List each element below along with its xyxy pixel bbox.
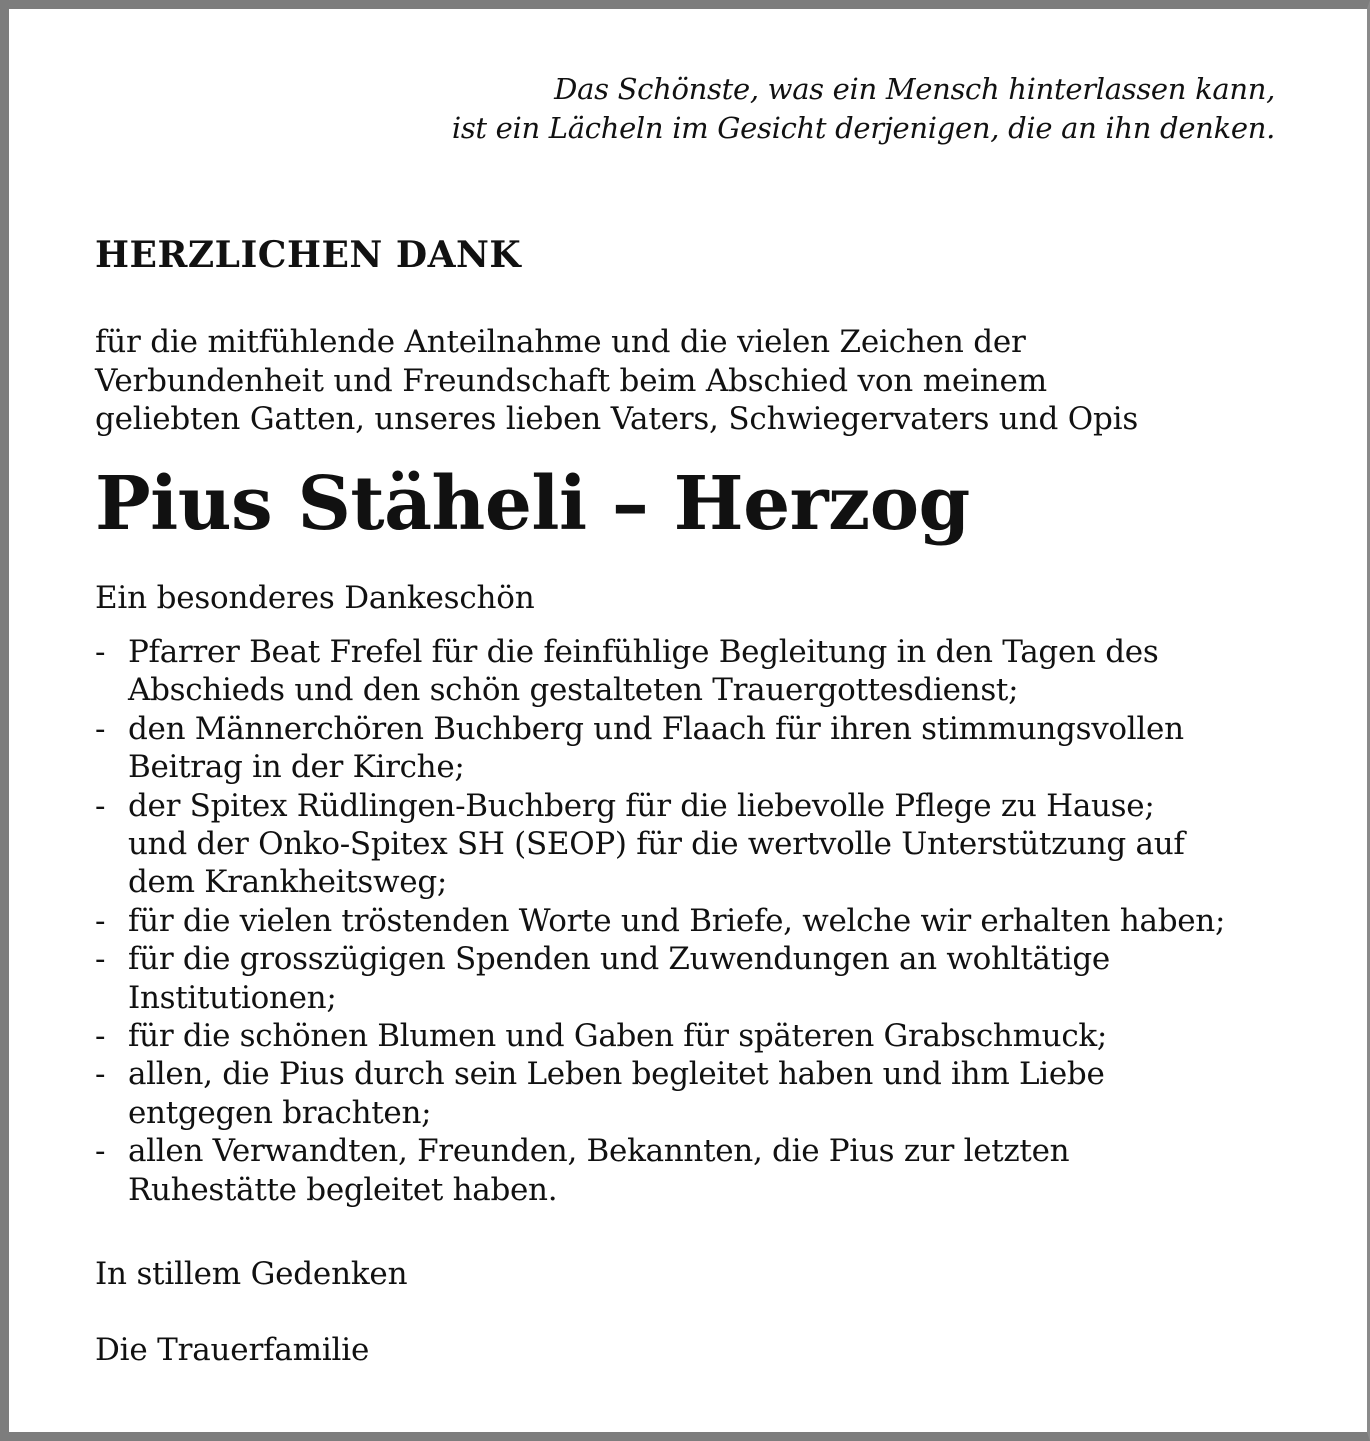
thanks-item-line: allen, die Pius durch sein Leben begleitet haben und ihm Liebe xyxy=(128,1056,1105,1093)
thanks-item xyxy=(95,1055,1225,1132)
motto-line: ist ein Lächeln im Gesicht derjenigen, die an ihn denken. xyxy=(451,111,1275,145)
thanks-item-line: Institutionen; xyxy=(128,979,337,1016)
list-dash: - xyxy=(95,787,106,824)
thanks-item-line: den Männerchören Buchberg und Flaach für ihren stimmungsvollen xyxy=(128,710,1184,747)
signature: Die Trauerfamilie xyxy=(95,1332,370,1368)
thanks-item xyxy=(95,787,1225,902)
thanks-item-line: für die vielen tröstenden Worte und Briefe, welche wir erhalten haben; xyxy=(128,902,1226,939)
thanks-item-line: für die grosszügigen Spenden und Zuwendungen an wohltätige xyxy=(128,941,1110,978)
thanks-item-line: entgegen brachten; xyxy=(128,1094,432,1131)
list-dash: - xyxy=(95,710,106,747)
thanks-item-line: und der Onko-Spitex SH (SEOP) für die wertvolle Unterstützung auf xyxy=(128,826,1185,863)
thanks-item xyxy=(95,710,1225,787)
thanks-item-line: Beitrag in der Kirche; xyxy=(128,749,465,786)
motto-line: Das Schönste, was ein Mensch hinterlassen kann, xyxy=(554,72,1275,106)
thanks-item xyxy=(95,1017,1225,1055)
thanks-list xyxy=(95,633,1225,1209)
thanks-item xyxy=(95,902,1225,940)
motto-quote xyxy=(95,70,1275,148)
intro-paragraph xyxy=(95,323,1138,439)
list-dash: - xyxy=(95,1018,106,1055)
list-dash: - xyxy=(95,1056,106,1093)
list-dash: - xyxy=(95,634,106,670)
thanks-item xyxy=(95,633,1225,710)
closing-line: In stillem Gedenken xyxy=(95,1256,408,1292)
thanks-item-line: für die schönen Blumen und Gaben für späteren Grabschmuck; xyxy=(128,1018,1108,1055)
intro-line: Verbundenheit und Freundschaft beim Abschied von meinem xyxy=(95,362,1047,399)
heading: HERZLICHEN DANK xyxy=(95,234,522,276)
list-dash: - xyxy=(95,941,106,978)
thanks-item-line: dem Krankheitsweg; xyxy=(128,864,448,901)
thanks-item xyxy=(95,940,1225,1017)
intro-line: für die mitfühlende Anteilnahme und die vielen Zeichen der xyxy=(95,324,1026,360)
intro-line: geliebten Gatten, unseres lieben Vaters, Schwiegervaters und Opis xyxy=(95,401,1139,437)
thanks-item-line: Pfarrer Beat Frefel für die feinfühlige Begleitung in den Tagen des xyxy=(128,634,1159,670)
thanks-item xyxy=(95,1132,1225,1209)
thanks-item-line: der Spitex Rüdlingen-Buchberg für die liebevolle Pflege zu Hause; xyxy=(128,787,1155,824)
subheading: Ein besonderes Dankeschön xyxy=(95,580,535,616)
list-dash: - xyxy=(95,1133,106,1170)
deceased-name: Pius Stäheli – Herzog xyxy=(95,461,970,547)
list-dash: - xyxy=(95,902,106,939)
thanks-item-line: allen Verwandten, Freunden, Bekannten, die Pius zur letzten xyxy=(128,1133,1070,1170)
thanks-item-line: Abschieds und den schön gestalteten Trauergottesdienst; xyxy=(128,672,1019,709)
thanks-item-line: Ruhestätte begleitet haben. xyxy=(128,1171,558,1208)
